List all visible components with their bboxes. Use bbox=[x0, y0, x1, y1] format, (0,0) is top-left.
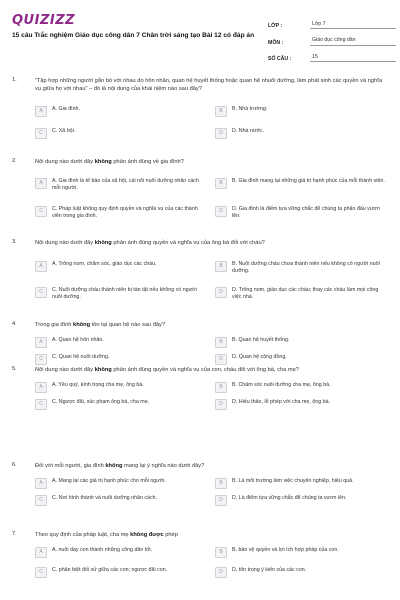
answer-option-c[interactable] bbox=[35, 567, 205, 579]
question-text-part: phản ánh đúng quyền và nghĩa vụ của con, cháu đối với ông bà, cha mẹ? bbox=[111, 367, 299, 373]
answer-option-d[interactable] bbox=[215, 128, 385, 140]
option-text: C. Pháp luật không quy định quyền và nghĩa vụ của các thành viên trong gia đình. bbox=[52, 206, 198, 220]
meta-count-value: 15 bbox=[310, 54, 396, 63]
question-number: 2. bbox=[12, 158, 17, 164]
question-text-part: Theo quy định của pháp luật, cha mẹ bbox=[35, 532, 131, 538]
option-letter-box[interactable]: D bbox=[215, 399, 227, 410]
answer-option-b[interactable] bbox=[215, 261, 385, 273]
option-letter-box[interactable]: B bbox=[215, 382, 227, 393]
meta-class-value: Lớp 7 bbox=[310, 21, 396, 30]
question-text-part: mang lại ý nghĩa nào dưới đây? bbox=[122, 463, 205, 469]
answer-option-b[interactable] bbox=[215, 478, 385, 490]
option-letter-box[interactable]: D bbox=[215, 354, 227, 365]
option-letter-box[interactable]: D bbox=[215, 287, 227, 298]
option-letter-box[interactable]: A bbox=[35, 382, 47, 393]
option-letter-box[interactable]: C bbox=[35, 354, 47, 365]
question-text-part: “Tập hợp những người gắn bó với nhau do hôn nhân, quan hệ huyết thống hoặc quan hệ nhuôi dưỡng, làm phát sinh các quyền và nghĩa vụ giữa họ với nhau” – đó là nội dung của khái niệm nào sau đây? bbox=[35, 78, 382, 93]
meta-class-label: LỚP : bbox=[268, 23, 283, 29]
option-text: C. Nơi hình thành và nuôi dưỡng nhân cách. bbox=[52, 495, 158, 501]
option-letter-box[interactable]: A bbox=[35, 178, 47, 189]
question-text-part: tồn tại quan hệ nào sau đây? bbox=[90, 322, 166, 328]
question-text-part: Trong gia đình bbox=[35, 322, 74, 328]
option-letter-box[interactable]: A bbox=[35, 106, 47, 117]
option-text: A. Quan hệ hôn nhân. bbox=[52, 337, 104, 343]
option-letter-box[interactable]: D bbox=[215, 495, 227, 506]
answer-option-d[interactable] bbox=[215, 287, 385, 299]
question-text bbox=[35, 158, 387, 166]
answer-option-c[interactable] bbox=[35, 495, 205, 507]
question-text-part: Nội dung nào dưới đây bbox=[35, 159, 95, 165]
option-text: D. Trông nom, giáo dục các cháu; thay các cháu làm mọi công việc nhà. bbox=[232, 287, 379, 301]
meta-subject-row bbox=[268, 31, 396, 46]
answer-option-a[interactable] bbox=[35, 106, 205, 118]
question-emphasis: không bbox=[105, 463, 123, 469]
answer-option-c[interactable] bbox=[35, 287, 205, 299]
option-letter-box[interactable]: B bbox=[215, 337, 227, 348]
option-letter-box[interactable]: B bbox=[215, 261, 227, 272]
option-letter-box[interactable]: D bbox=[215, 128, 227, 139]
question-number: 4. bbox=[12, 321, 17, 327]
option-letter-box[interactable]: A bbox=[35, 337, 47, 348]
answer-option-d[interactable] bbox=[215, 495, 385, 507]
option-text: D. Quan hệ cộng đồng. bbox=[232, 354, 287, 360]
answer-option-d[interactable] bbox=[215, 399, 385, 411]
question-text bbox=[35, 77, 387, 94]
meta-count-label: SỐ CÂU : bbox=[268, 56, 292, 62]
question-number: 5. bbox=[12, 366, 17, 372]
quizizz-logo: QUIZIZZ bbox=[12, 13, 76, 28]
option-text: B. Nuôi dưỡng cháu chưa thành niên nếu không có người nuôi dưỡng. bbox=[232, 261, 380, 275]
answer-option-a[interactable] bbox=[35, 547, 205, 559]
question-number: 1. bbox=[12, 77, 17, 83]
question-text bbox=[35, 531, 387, 539]
option-letter-box[interactable]: B bbox=[215, 547, 227, 558]
option-letter-box[interactable]: C bbox=[35, 495, 47, 506]
option-letter-box[interactable]: B bbox=[215, 178, 227, 189]
option-text: B. bảo vệ quyền và lợi ích hợp pháp của con. bbox=[232, 547, 339, 553]
option-text: C. Xã hội. bbox=[52, 128, 76, 134]
question-text bbox=[35, 239, 387, 247]
answer-option-b[interactable] bbox=[215, 547, 385, 559]
option-text: A. nuôi dạy con thành những công dân tốt. bbox=[52, 547, 153, 553]
option-text: C. Nuôi dưỡng cháu thành niên bị tàn tật nếu không có người nuôi dưỡng. bbox=[52, 287, 197, 301]
option-text: B. Quan hệ huyết thống. bbox=[232, 337, 290, 343]
option-text: D. tôn trọng ý kiến của các con. bbox=[232, 567, 307, 573]
answer-option-d[interactable] bbox=[215, 567, 385, 579]
option-text: C. Ngược đãi, xúc phạm ông bà, cha mẹ. bbox=[52, 399, 150, 405]
meta-subject-value: Giáo dục công dân bbox=[310, 37, 396, 46]
meta-subject-label: MÔN : bbox=[268, 39, 284, 46]
answer-option-b[interactable] bbox=[215, 382, 385, 394]
question-text-part: phản ánh đúng quyền và nghĩa vụ của ông bà đối với cháu? bbox=[111, 240, 265, 246]
meta-class-row bbox=[268, 14, 396, 29]
option-letter-box[interactable]: A bbox=[35, 478, 47, 489]
question-emphasis: không được bbox=[130, 532, 164, 538]
answer-option-a[interactable] bbox=[35, 337, 205, 349]
answer-option-a[interactable] bbox=[35, 478, 205, 490]
answer-option-d[interactable] bbox=[215, 354, 385, 366]
option-letter-box[interactable]: C bbox=[35, 206, 47, 217]
option-letter-box[interactable]: C bbox=[35, 567, 47, 578]
answer-option-b[interactable] bbox=[215, 106, 385, 118]
question-text bbox=[35, 321, 387, 329]
option-text: A. Gia đình. bbox=[52, 106, 80, 112]
question-emphasis: không bbox=[94, 367, 112, 373]
option-text: B. Nhà trường. bbox=[232, 106, 268, 112]
option-text: B. Gia đình mang lại những giá trị hạnh phúc của mỗi thành viên. bbox=[232, 178, 385, 184]
answer-option-a[interactable] bbox=[35, 178, 205, 190]
option-letter-box[interactable]: C bbox=[35, 287, 47, 298]
option-letter-box[interactable]: B bbox=[215, 106, 227, 117]
option-letter-box[interactable]: D bbox=[215, 206, 227, 217]
option-text: B. Là môi trường làm việc chuyên nghiệp, hiệu quả. bbox=[232, 478, 354, 484]
option-text: A. Gia đình là tế bào của xã hội, cái nôi nuôi dưỡng nhân cách mỗi người. bbox=[52, 178, 199, 192]
option-text: C. phân biệt đối xử giữa các con; ngược đãi con. bbox=[52, 567, 168, 573]
question-emphasis: không bbox=[94, 240, 112, 246]
meta-count-row bbox=[268, 47, 396, 62]
answer-option-c[interactable] bbox=[35, 399, 205, 411]
option-text: A. Trông nom, chăm sóc, giáo dục các cháu. bbox=[52, 261, 157, 267]
question-number: 7. bbox=[12, 531, 17, 537]
answer-option-c[interactable] bbox=[35, 354, 205, 366]
option-text: D. Gia đình là điểm tựa vững chắc để chúng ta phấn đấu vươn lên. bbox=[232, 206, 380, 220]
question-emphasis: không bbox=[73, 322, 91, 328]
question-text-part: phép bbox=[163, 532, 178, 538]
question-text bbox=[35, 366, 387, 374]
question-text-part: Nội dung nào dưới đây bbox=[35, 367, 95, 373]
option-text: A. Mang lại các giá trị hạnh phúc cho mỗi người. bbox=[52, 478, 166, 484]
worksheet-title: 15 câu Trắc nghiệm Giáo dục công dân 7 Chân trời sáng tạo Bài 12 có đáp án bbox=[12, 32, 255, 39]
question-emphasis: không bbox=[94, 159, 112, 165]
question-number: 3. bbox=[12, 239, 17, 245]
answer-option-a[interactable] bbox=[35, 382, 205, 394]
option-letter-box[interactable]: A bbox=[35, 261, 47, 272]
worksheet-meta bbox=[268, 14, 396, 64]
answer-option-b[interactable] bbox=[215, 178, 385, 190]
option-text: D. Là điểm tựa vững chắc để chúng ta vươn lên. bbox=[232, 495, 347, 501]
option-text: C. Quan hệ nuôi dưỡng. bbox=[52, 354, 110, 360]
question-number: 6. bbox=[12, 462, 17, 468]
answer-option-c[interactable] bbox=[35, 206, 205, 218]
option-text: A. Yêu quý, kính trọng cha mẹ, ông bà. bbox=[52, 382, 144, 388]
question-text-part: phản ánh đúng về gia đình? bbox=[111, 159, 184, 165]
answer-option-c[interactable] bbox=[35, 128, 205, 140]
option-letter-box[interactable]: D bbox=[215, 567, 227, 578]
answer-option-b[interactable] bbox=[215, 337, 385, 349]
question-text-part: Đối với mỗi người, gia đình bbox=[35, 463, 106, 469]
answer-option-a[interactable] bbox=[35, 261, 205, 273]
question-text bbox=[35, 462, 387, 470]
option-letter-box[interactable]: C bbox=[35, 128, 47, 139]
option-text: B. Chăm sóc nuôi dưỡng cha mẹ, ông bà. bbox=[232, 382, 331, 388]
question-text-part: Nội dung nào dưới đây bbox=[35, 240, 95, 246]
answer-option-d[interactable] bbox=[215, 206, 385, 218]
option-letter-box[interactable]: B bbox=[215, 478, 227, 489]
option-text: D. Hiếu thảo, lễ phép với cha mẹ, ông bà. bbox=[232, 399, 330, 405]
option-letter-box[interactable]: A bbox=[35, 547, 47, 558]
option-text: D. Nhà nước. bbox=[232, 128, 265, 134]
option-letter-box[interactable]: C bbox=[35, 399, 47, 410]
